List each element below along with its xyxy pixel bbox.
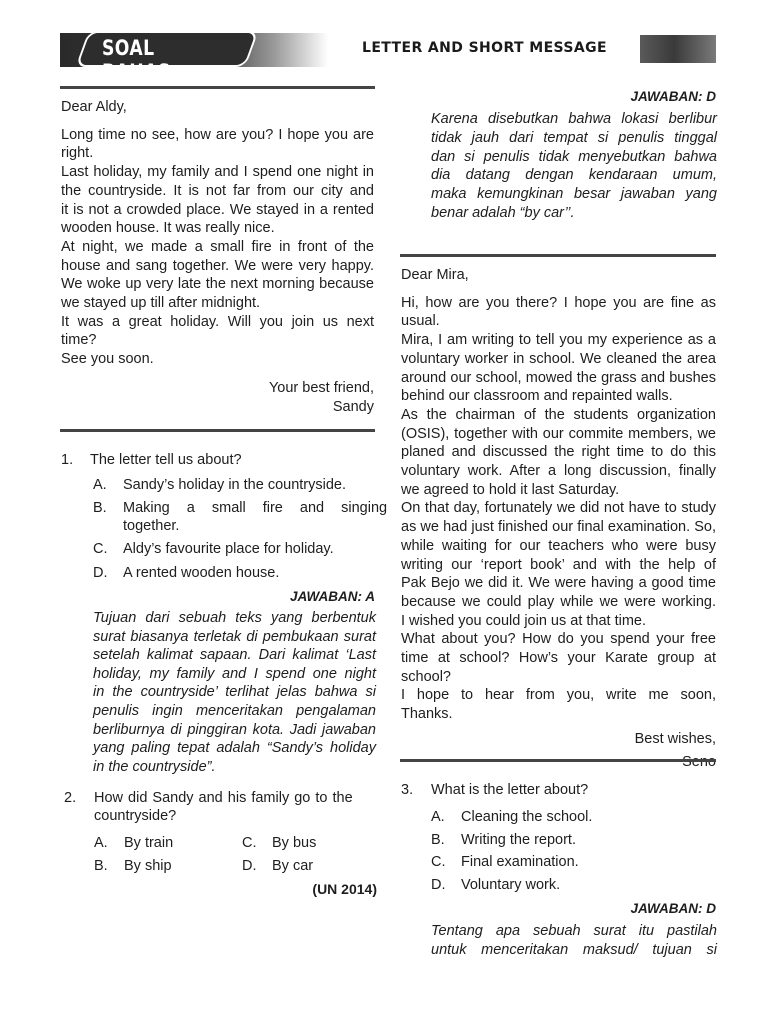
text-line: See you soon. bbox=[61, 351, 154, 368]
answer-key: JAWABAN: D bbox=[630, 901, 716, 916]
answer-key: JAWABAN: D bbox=[630, 89, 716, 104]
option-letter: D. bbox=[242, 858, 257, 874]
header-title: LETTER AND SHORT MESSAGE bbox=[362, 40, 607, 56]
text-line: school? bbox=[401, 668, 451, 685]
answer-explanation bbox=[93, 609, 376, 776]
text-line: I wished you could join us at that time. bbox=[401, 612, 647, 629]
text-line: tidak jauh dari tempat si penulis tinggal bbox=[431, 129, 717, 146]
text-line: right. bbox=[61, 145, 94, 162]
question-text-cont: countryside? bbox=[94, 808, 177, 824]
header-tab-label: SOAL BAHAS bbox=[102, 36, 171, 84]
text-line: At night, we made a small fire in front of the bbox=[61, 238, 374, 255]
text-line: maka kemungkinan besar jawaban yang bbox=[431, 186, 717, 203]
letter-signature: Sandy bbox=[332, 398, 374, 415]
text-line: we agreed to hold it last Saturday. bbox=[401, 481, 620, 498]
question-text: What is the letter about? bbox=[431, 782, 589, 798]
text-line: time? bbox=[61, 332, 97, 349]
option-letter: B. bbox=[94, 858, 108, 874]
option-text-cont: together. bbox=[123, 518, 180, 534]
divider-rule bbox=[60, 429, 375, 432]
text-line: berliburnya di pinggiran kota. Jadi jawaban bbox=[93, 721, 376, 738]
text-line: dia datang dengan kendaraan umum, bbox=[431, 167, 717, 184]
option-letter: B. bbox=[431, 832, 445, 848]
text-line: writing our ‘report book’ and with the help of bbox=[401, 556, 716, 573]
text-line: penulis ingin menceritakan pengalaman bbox=[93, 702, 376, 719]
text-line: Pak Bejo we did it. We were having a good time bbox=[401, 575, 716, 592]
text-line: yang paling tepat adalah “Sandy’s holiday bbox=[93, 740, 376, 757]
question-text: How did Sandy and his family go to the bbox=[94, 790, 353, 806]
text-line: Thanks. bbox=[401, 706, 453, 723]
text-line: On that day, fortunately we did not have to study bbox=[401, 500, 716, 517]
text-line: Tujuan dari sebuah teks yang berbentuk bbox=[93, 610, 376, 626]
header-decor-bar bbox=[640, 35, 716, 63]
option-text: Writing the report. bbox=[461, 832, 576, 848]
text-line: while waiting for our teachers who were busy bbox=[401, 537, 716, 554]
text-line: voluntary worker in school. We cleaned the area bbox=[401, 350, 716, 367]
text-line: setelah kalimat sapaan. Dari kalimat ‘Last bbox=[93, 647, 376, 664]
option-text: Making a small fire and singing bbox=[123, 500, 388, 516]
letter-body bbox=[61, 126, 374, 369]
text-line: voluntary work. After a long discussion, finally bbox=[401, 463, 716, 480]
option-text: By ship bbox=[124, 858, 172, 874]
answer-explanation bbox=[431, 922, 717, 960]
text-line: surat biasanya terletak di pembukaan surat bbox=[93, 628, 376, 645]
question-number: 1. bbox=[61, 452, 74, 468]
text-line: in the countryside”. bbox=[93, 758, 216, 775]
text-line: around our school, mowed the grass and bushes bbox=[401, 369, 716, 386]
letter-closing: Best wishes, bbox=[634, 730, 716, 747]
page-header bbox=[0, 0, 768, 84]
question-number: 2. bbox=[64, 790, 77, 806]
question-text: The letter tell us about? bbox=[90, 452, 242, 468]
option-text: By train bbox=[124, 835, 174, 851]
text-line: the countryside. It is not far from our city and bbox=[61, 182, 374, 199]
text-line: behind our classroom and repainted walls. bbox=[401, 388, 673, 405]
text-line: It was a great holiday. Will you join us next bbox=[61, 313, 374, 330]
option-letter: C. bbox=[93, 541, 108, 557]
text-line: house and sang together. We were very happy. bbox=[61, 257, 374, 274]
text-line: planed and discussed the right time to do this bbox=[401, 444, 716, 461]
text-line: in the countryside’ terlihat jelas bahwa si bbox=[93, 684, 376, 701]
answer-key: JAWABAN: A bbox=[289, 589, 375, 604]
option-letter: C. bbox=[431, 854, 446, 870]
text-line: because we could play while we were working. bbox=[401, 593, 716, 610]
text-line: Karena disebutkan bahwa lokasi berlibur bbox=[431, 111, 717, 127]
option-letter: A. bbox=[93, 477, 107, 493]
text-line: Hi, how are you there? I hope you are fine as usual. bbox=[401, 294, 716, 330]
option-letter: C. bbox=[242, 835, 257, 851]
option-letter: A. bbox=[431, 809, 445, 825]
option-text: Final examination. bbox=[461, 854, 579, 870]
option-letter: D. bbox=[93, 565, 108, 581]
text-line: Mira, I am writing to tell you my experience as a bbox=[401, 332, 716, 349]
letter-greeting: Dear Aldy, bbox=[61, 99, 127, 115]
option-letter: D. bbox=[431, 877, 446, 893]
divider-rule bbox=[400, 254, 716, 257]
text-line: Tentang apa sebuah surat itu pastilah bbox=[431, 923, 717, 939]
letter-closing: Your best friend, bbox=[268, 379, 374, 396]
option-text: A rented wooden house. bbox=[123, 565, 280, 581]
question-number: 3. bbox=[401, 782, 414, 798]
text-line: benar adalah “by car’’. bbox=[431, 204, 575, 221]
text-line: untuk menceritakan maksud/ tujuan si bbox=[431, 942, 717, 958]
text-line: holiday, my family and I spend one night bbox=[93, 665, 376, 682]
text-line: time at school? How’s your Karate group at bbox=[401, 650, 716, 667]
option-text: Sandy’s holiday in the countryside. bbox=[123, 477, 347, 493]
option-text: Cleaning the school. bbox=[461, 809, 593, 825]
option-text: Aldy’s favourite place for holiday. bbox=[123, 541, 334, 557]
text-line: What about you? How do you spend your free bbox=[401, 631, 716, 648]
text-line: as we had just finished our final examination. So, bbox=[401, 519, 716, 536]
letter-body bbox=[401, 294, 716, 724]
answer-explanation bbox=[431, 110, 717, 223]
option-letter: B. bbox=[93, 500, 107, 516]
text-line: Last holiday, my family and I spend one night in bbox=[61, 164, 374, 181]
option-text: By car bbox=[272, 858, 314, 874]
text-line: we stayed up till after midnight. bbox=[61, 295, 261, 312]
text-line: wooden house. It was really nice. bbox=[61, 220, 275, 237]
letter-mira bbox=[401, 266, 716, 771]
option-letter: A. bbox=[94, 835, 108, 851]
text-line: Long time no see, how are you? I hope you are bbox=[61, 126, 374, 143]
text-line: (OSIS), together with our commite members, we bbox=[401, 425, 716, 442]
text-line: I hope to hear from you, write me soon, bbox=[401, 687, 716, 704]
text-line: As the chairman of the students organization bbox=[401, 406, 716, 423]
text-line: dan si penulis tidak menyebutkan bahwa bbox=[431, 148, 717, 165]
letter-aldy bbox=[61, 98, 374, 416]
question-source: (UN 2014) bbox=[312, 881, 377, 897]
divider-rule bbox=[400, 759, 716, 762]
text-line: We woke up very late the next morning because bbox=[61, 276, 374, 293]
divider-rule bbox=[60, 86, 375, 89]
option-text: By bus bbox=[272, 835, 317, 851]
text-line: it is not a crowded place. We stayed in a rented bbox=[61, 201, 374, 218]
option-text: Voluntary work. bbox=[461, 877, 561, 893]
letter-greeting: Dear Mira, bbox=[401, 267, 469, 283]
